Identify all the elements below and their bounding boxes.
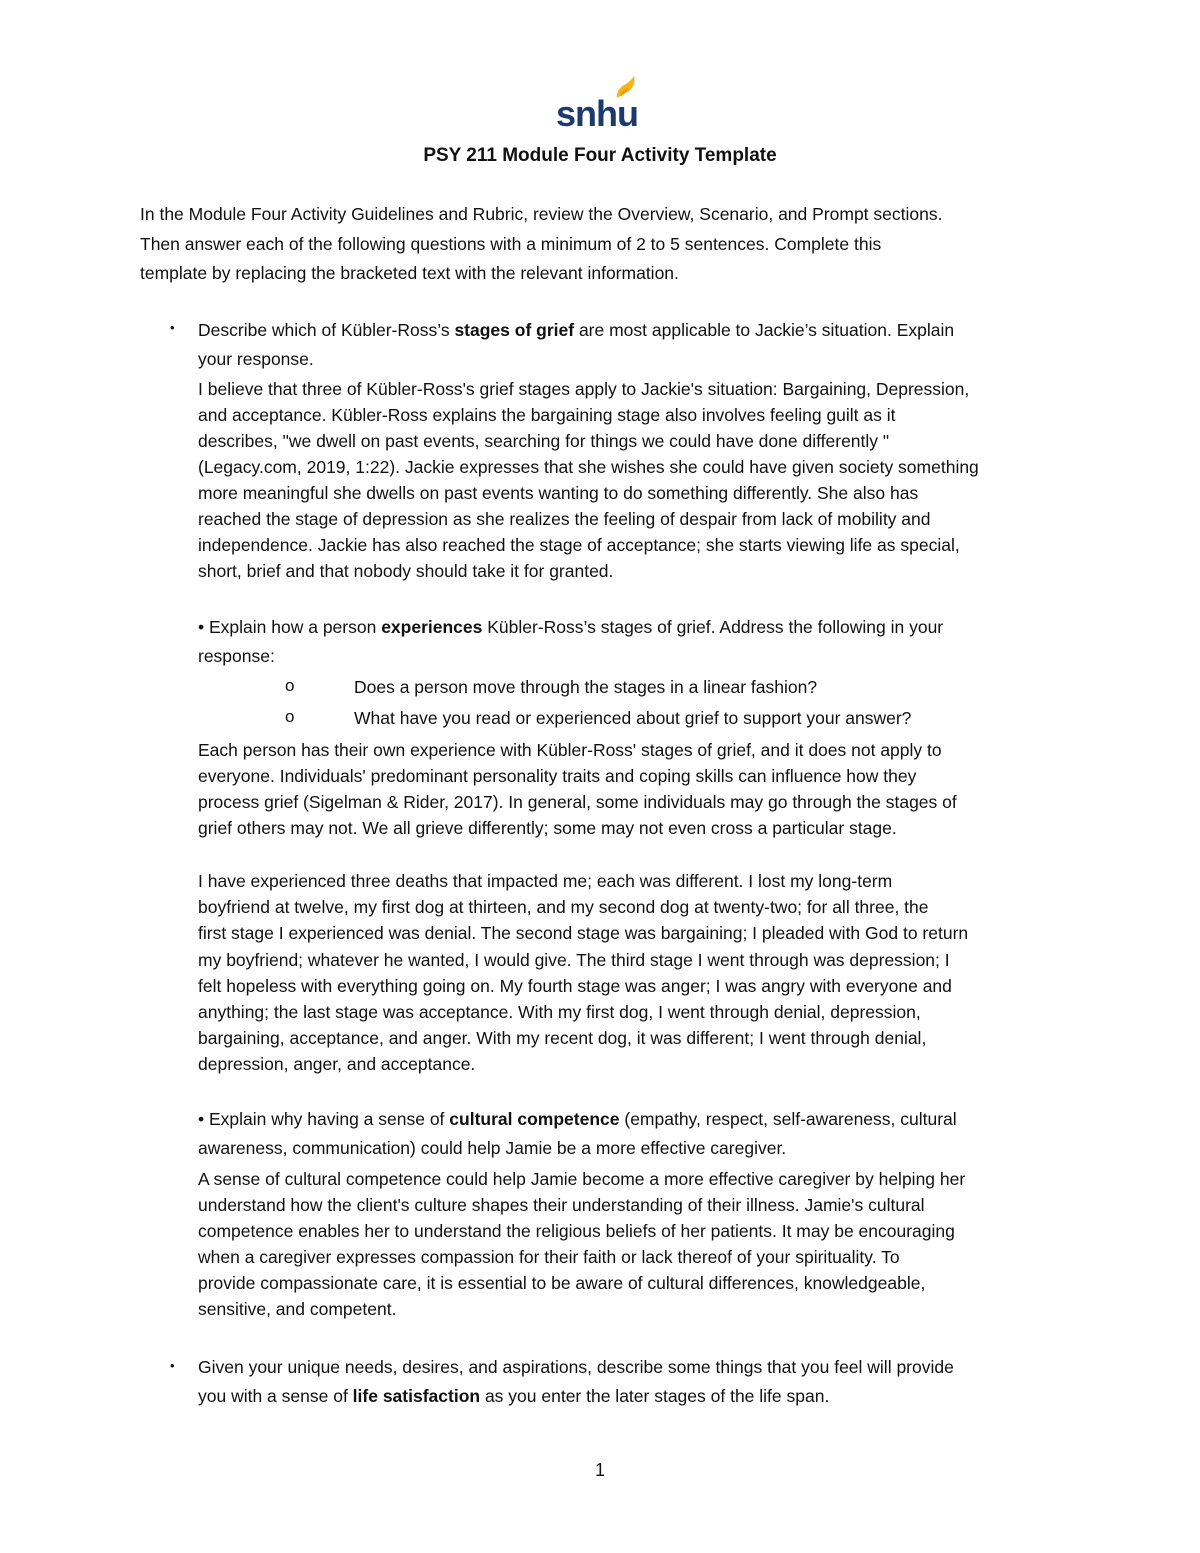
sub-bullet-icon: o <box>285 676 295 695</box>
answer-3 <box>198 1166 965 1322</box>
answer-line: (Legacy.com, 2019, 1:22). Jackie expresses that she wishes she could have given society something <box>198 457 979 477</box>
snhu-logo <box>556 76 638 132</box>
question-line: you with a sense of life satisfaction as you enter the later stages of the life span. <box>198 1386 830 1406</box>
answer-line: reached the stage of depression as she realizes the feeling of despair from lack of mobility and <box>198 509 931 529</box>
intro-paragraph <box>140 200 942 289</box>
question-line: • Explain how a person experiences Kübler-Ross’s stages of grief. Address the following in your <box>198 617 944 637</box>
emphasis: cultural competence <box>449 1109 620 1129</box>
answer-line: and acceptance. Kübler-Ross explains the bargaining stage also involves feeling guilt as it <box>198 405 896 425</box>
emphasis: life satisfaction <box>352 1386 481 1406</box>
question-line: your response. <box>198 349 314 369</box>
answer-line: Each person has their own experience with Kübler-Ross' stages of grief, and it does not apply to <box>198 740 942 760</box>
logo-wordmark: snhu <box>556 93 638 134</box>
answer-line: first stage I experienced was denial. The second stage was bargaining; I pleaded with God to return <box>198 923 969 944</box>
emphasis: stages of grief <box>454 320 575 340</box>
page-title: PSY 211 Module Four Activity Template <box>423 145 777 166</box>
answer-line: provide compassionate care, it is essential to be aware of cultural differences, knowledgeable, <box>198 1273 926 1293</box>
bullet-icon: • <box>198 617 205 637</box>
answer-line: understand how the client's culture shapes their understanding of their illness. Jamie's cultural <box>198 1195 925 1215</box>
answer-line: competence enables her to understand the religious beliefs of her patients. It may be encouraging <box>198 1221 955 1241</box>
bullet-icon: • <box>170 1358 175 1373</box>
answer-line: I believe that three of Kübler-Ross's grief stages apply to Jackie's situation: Bargaining, Depression, <box>198 379 970 399</box>
intro-line: Then answer each of the following questions with a minimum of 2 to 5 sentences. Complete this <box>140 233 882 254</box>
intro-line: template by replacing the bracketed text with the relevant information. <box>140 263 679 283</box>
answer-line: bargaining, acceptance, and anger. With my recent dog, it was different; I went through denial, <box>198 1028 927 1049</box>
answer-line: depression, anger, and acceptance. <box>198 1054 476 1075</box>
answer-2a <box>198 737 957 841</box>
answer-line: felt hopeless with everything going on. My fourth stage was anger; I was angry with everyone and <box>198 975 952 996</box>
sub-item: What have you read or experienced about grief to support your answer? <box>354 708 912 728</box>
answer-line: A sense of cultural competence could help Jamie become a more effective caregiver by helping her <box>198 1169 966 1189</box>
intro-line: In the Module Four Activity Guidelines and Rubric, review the Overview, Scenario, and Prompt sections. <box>140 204 943 224</box>
answer-line: independence. Jackie has also reached the stage of acceptance; she starts viewing life as special, <box>198 535 960 555</box>
question-line: Describe which of Kübler-Ross’s stages of grief are most applicable to Jackie’s situation. Explain <box>198 320 955 340</box>
bullet-icon: • <box>170 320 175 335</box>
answer-line: anything; the last stage was acceptance. With my first dog, I went through denial, depression, <box>198 1002 921 1023</box>
answer-line: when a caregiver expresses compassion for their faith or lack thereof of your spirituality. To <box>198 1247 900 1267</box>
answer-line: my boyfriend; whatever he wanted, I would give. The third stage I went through was depression; I <box>198 949 950 970</box>
question-line: Given your unique needs, desires, and aspirations, describe some things that you feel will provide <box>198 1357 954 1377</box>
answer-line: grief others may not. We all grieve differently; some may not even cross a particular stage. <box>198 818 897 838</box>
bullet-icon: • <box>198 1109 205 1129</box>
question-1 <box>198 316 954 374</box>
page-number: 1 <box>594 1460 605 1480</box>
sub-item: Does a person move through the stages in a linear fashion? <box>354 677 818 697</box>
answer-line: boyfriend at twelve, my first dog at thirteen, and my second dog at twenty-two; for all three, the <box>198 897 929 918</box>
answer-line: I have experienced three deaths that impacted me; each was different. I lost my long-term <box>198 871 893 891</box>
answer-line: more meaningful she dwells on past events wanting to do something differently. She also has <box>198 483 919 503</box>
answer-line: describes, "we dwell on past events, searching for things we could have done differently " <box>198 431 890 451</box>
question-line: response: <box>198 646 275 666</box>
answer-line: sensitive, and competent. <box>198 1299 397 1319</box>
emphasis: experiences <box>381 617 483 637</box>
answer-2b <box>198 868 968 1078</box>
question-3 <box>198 1105 957 1163</box>
question-line: awareness, communication) could help Jamie be a more effective caregiver. <box>198 1138 787 1158</box>
question-4 <box>198 1353 954 1411</box>
question-line: • Explain why having a sense of cultural competence (empathy, respect, self-awareness, cultural <box>198 1109 957 1129</box>
question-2 <box>198 613 943 671</box>
answer-line: process grief (Sigelman & Rider, 2017). In general, some individuals may go through the stages of <box>198 792 957 812</box>
answer-line: short, brief and that nobody should take it for granted. <box>198 561 614 581</box>
answer-1 <box>198 376 979 584</box>
sub-bullet-icon: o <box>285 707 295 726</box>
answer-line: everyone. Individuals' predominant personality traits and coping skills can influence how they <box>198 766 917 786</box>
